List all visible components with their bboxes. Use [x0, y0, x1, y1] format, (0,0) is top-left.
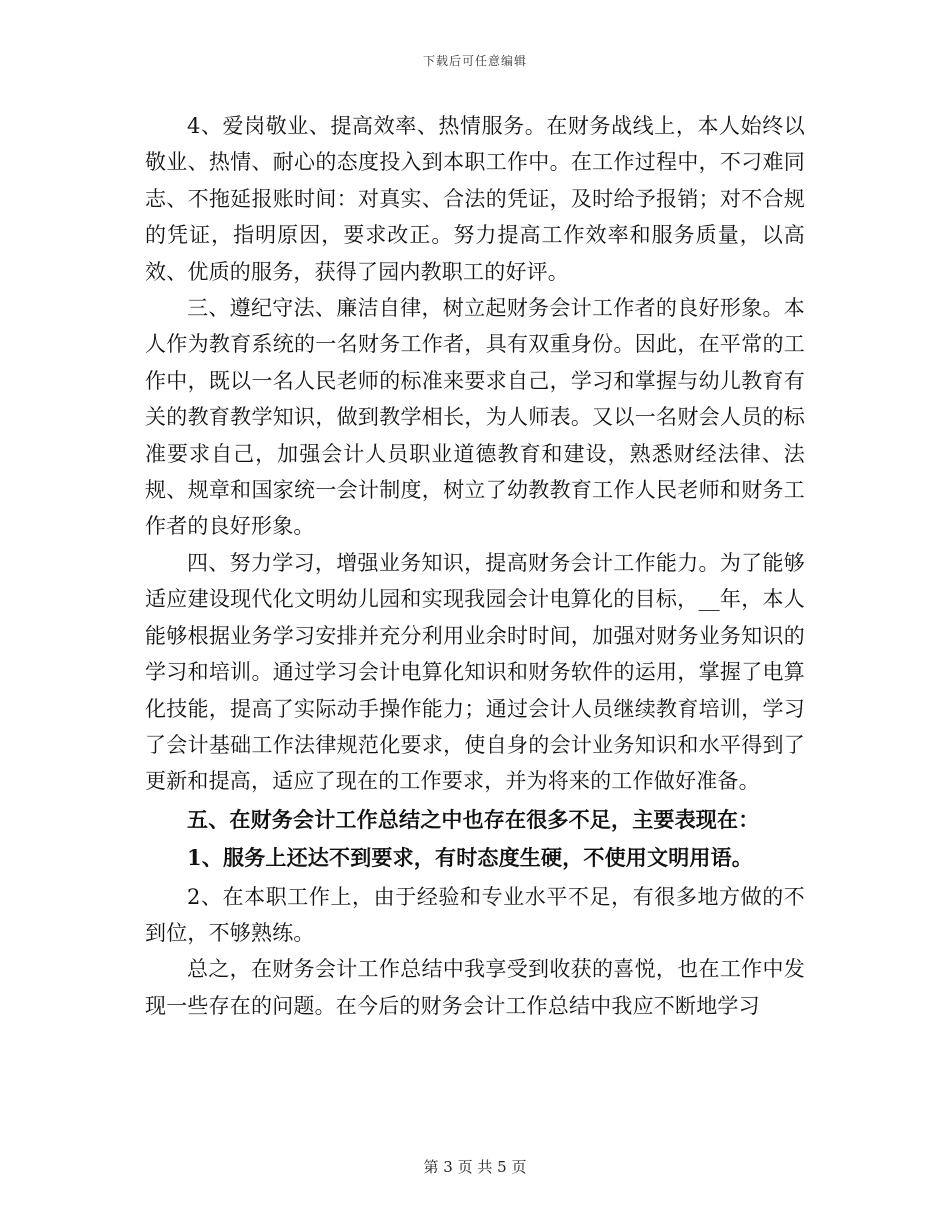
paragraph-shortcoming-2: 2、在本职工作上，由于经验和专业水平不足，有很多地方做的不到位，不够熟练。: [145, 884, 805, 945]
paragraph-service: 4、爱岗敬业、提高效率、热情服务。在财务战线上，本人始终以敬业、热情、耐心的态度投入到本职工作中。在工作过程中，不刁难同志、不拖延报账时间：对真实、合法的凭证，及时给予报销；对不合规的凭证，指明原因，要求改正。努力提高工作效率和服务质量，以高效、优质的服务，获得了园内教职工的好评。: [145, 114, 805, 284]
paragraph-conclusion: 总之，在财务会计工作总结中我享受到收获的喜悦，也在工作中发现一些存在的问题。在今后的财务会计工作总结中我应不断地学习: [145, 957, 805, 1018]
paragraph-shortcoming-1: 1、服务上还达不到要求，有时态度生硬，不使用文明用语。: [187, 845, 754, 871]
heading-shortcomings: 五、在财务会计工作总结之中也存在很多不足，主要表现在：: [187, 806, 760, 832]
paragraph-discipline: 三、遵纪守法、廉洁自律，树立起财务会计工作者的良好形象。本人作为教育系统的一名财务工作者，具有双重身份。因此，在平常的工作中，既以一名人民老师的标准来要求自己，学习和掌握与幼儿教育有关的教育教学知识，做到教学相长，为人师表。又以一名财会人员的标准要求自己，加强会计人员职业道德教育和建设，熟悉财经法律、法规、规章和国家统一会计制度，树立了幼教教育工作人民老师和财务工作者的良好形象。: [145, 296, 805, 539]
paragraph-study: 四、努力学习，增强业务知识，提高财务会计工作能力。为了能够适应建设现代化文明幼儿园和实现我园会计电算化的目标，__年，本人能够根据业务学习安排并充分利用业余时时间，加强对财务业务知识的学习和培训。通过学习会计电算化知识和财务软件的运用，掌握了电算化技能，提高了实际动手操作能力；通过会计人员继续教育培训，学习了会计基础工作法律规范化要求，使自身的会计业务知识和水平得到了更新和提高，适应了现在的工作要求，并为将来的工作做好准备。: [145, 550, 805, 794]
page-number: 第 3 页 共 5 页: [423, 1158, 527, 1176]
document-body: [145, 108, 805, 1024]
header-note: 下载后可任意编辑: [422, 54, 527, 68]
